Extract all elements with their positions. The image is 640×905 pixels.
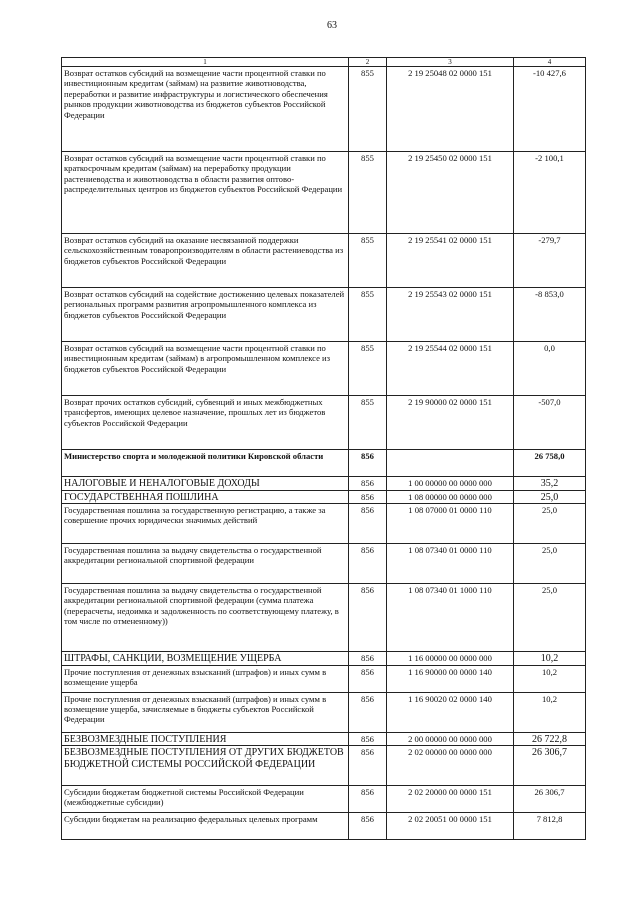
table-row [62,288,586,342]
table-row [62,477,586,491]
row-admin-code: 856 [349,813,387,840]
table-row [62,504,586,544]
row-name: ГОСУДАРСТВЕННАЯ ПОШЛИНА [62,490,349,504]
row-budget-code: 2 19 25541 02 0000 151 [387,234,514,288]
row-name: Возврат остатков субсидий на возмещение части процентной ставки по краткосрочным кредитам (займам) на переработку продукции растениеводства и животноводства в области развития оптово-распределительных центров из бюджетов субъектов Российской Федерации [62,152,349,234]
row-budget-code: 2 19 90000 02 0000 151 [387,396,514,450]
row-name: Возврат прочих остатков субсидий, субвенций и иных межбюджетных трансфертов, имеющих целевое назначение, прошлых лет из бюджетов субъектов Российской Федерации [62,396,349,450]
row-amount: -507,0 [514,396,586,450]
row-budget-code: 1 16 90000 00 0000 140 [387,665,514,692]
row-amount: 26 306,7 [514,746,586,786]
row-admin-code: 855 [349,396,387,450]
row-amount: 26 722,8 [514,732,586,746]
row-budget-code: 2 02 00000 00 0000 000 [387,746,514,786]
row-budget-code: 2 02 20000 00 0000 151 [387,786,514,813]
row-admin-code: 856 [349,584,387,652]
table-row [62,746,586,786]
row-budget-code: 1 08 07000 01 0000 110 [387,504,514,544]
row-name: БЕЗВОЗМЕЗДНЫЕ ПОСТУПЛЕНИЯ ОТ ДРУГИХ БЮДЖЕТОВ БЮДЖЕТНОЙ СИСТЕМЫ РОССИЙСКОЙ ФЕДЕРАЦИИ [62,746,349,786]
row-name: Возврат остатков субсидий на возмещение части процентной ставки по инвестиционным кредитам (займам) в агропромышленном комплексе из бюджетов субъектов Российской Федерации [62,342,349,396]
row-name: Государственная пошлина за государственную регистрацию, а также за совершение прочих юридически значимых действий [62,504,349,544]
row-amount: -8 853,0 [514,288,586,342]
row-admin-code: 855 [349,288,387,342]
row-name: ШТРАФЫ, САНКЦИИ, ВОЗМЕЩЕНИЕ УЩЕРБА [62,652,349,666]
row-budget-code: 2 19 25450 02 0000 151 [387,152,514,234]
row-budget-code: 1 16 00000 00 0000 000 [387,652,514,666]
row-amount: 10,2 [514,652,586,666]
table-row [62,67,586,152]
table-row [62,732,586,746]
row-name: Возврат остатков субсидий на возмещение части процентной ставки по инвестиционным кредитам (займам) на развитие животноводства, переработки и развитие инфраструктуры и логистического обеспечения рынков продукции животноводства из бюджетов субъектов Российской Федерации [62,67,349,152]
row-admin-code: 856 [349,450,387,477]
table-row [62,234,586,288]
table-row [62,544,586,584]
table-row [62,450,586,477]
row-budget-code: 2 00 00000 00 0000 000 [387,732,514,746]
table-row [62,152,586,234]
row-name: БЕЗВОЗМЕЗДНЫЕ ПОСТУПЛЕНИЯ [62,732,349,746]
row-admin-code: 856 [349,692,387,732]
column-header-name: 1 [62,58,349,67]
row-budget-code: 2 19 25544 02 0000 151 [387,342,514,396]
row-admin-code: 856 [349,786,387,813]
row-name: Возврат остатков субсидий на оказание несвязанной поддержки сельскохозяйственным товаропроизводителям в области растениеводства из бюджетов субъектов Российской Федерации [62,234,349,288]
row-budget-code: 2 19 25048 02 0000 151 [387,67,514,152]
row-admin-code: 855 [349,342,387,396]
row-admin-code: 856 [349,732,387,746]
row-amount: 25,0 [514,504,586,544]
row-name: Субсидии бюджетам бюджетной системы Российской Федерации (межбюджетные субсидии) [62,786,349,813]
row-name: Возврат остатков субсидий на содействие достижению целевых показателей региональных программ развития агропромышленного комплекса из бюджетов субъектов Российской Федерации [62,288,349,342]
row-budget-code: 2 02 20051 00 0000 151 [387,813,514,840]
row-name: Прочие поступления от денежных взысканий (штрафов) и иных сумм в возмещение ущерба, зачисляемые в бюджеты субъектов Российской Федерации [62,692,349,732]
row-budget-code: 1 16 90020 02 0000 140 [387,692,514,732]
row-admin-code: 856 [349,746,387,786]
table-row [62,490,586,504]
row-amount: 10,2 [514,665,586,692]
row-amount: 25,0 [514,490,586,504]
row-name: Государственная пошлина за выдачу свидетельства о государственной аккредитации региональной спортивной федерации [62,544,349,584]
row-budget-code: 2 19 25543 02 0000 151 [387,288,514,342]
row-name: НАЛОГОВЫЕ И НЕНАЛОГОВЫЕ ДОХОДЫ [62,477,349,491]
row-name: Прочие поступления от денежных взысканий (штрафов) и иных сумм в возмещение ущерба [62,665,349,692]
row-amount: 25,0 [514,584,586,652]
row-amount: 26 758,0 [514,450,586,477]
table-header-row [62,58,586,67]
table-row [62,665,586,692]
row-amount: 0,0 [514,342,586,396]
row-amount: 10,2 [514,692,586,732]
row-budget-code: 1 08 07340 01 0000 110 [387,544,514,584]
row-amount: 25,0 [514,544,586,584]
row-name: Государственная пошлина за выдачу свидетельства о государственной аккредитации региональной спортивной федерации (сумма платежа (перерасчеты, недоимка и задолженность по соответствующему платежу, в том числе по отмененному)) [62,584,349,652]
table-row [62,652,586,666]
table-row [62,396,586,450]
table-row [62,786,586,813]
row-admin-code: 855 [349,67,387,152]
column-header-code: 3 [387,58,514,67]
row-admin-code: 856 [349,544,387,584]
table-row [62,584,586,652]
row-amount: 35,2 [514,477,586,491]
row-admin-code: 856 [349,665,387,692]
row-name: Субсидии бюджетам на реализацию федеральных целевых программ [62,813,349,840]
row-budget-code: 1 08 07340 01 1000 110 [387,584,514,652]
row-admin-code: 856 [349,652,387,666]
page-number: 63 [327,20,337,31]
row-amount: -279,7 [514,234,586,288]
row-budget-code [387,450,514,477]
table-row [62,342,586,396]
table-row [62,692,586,732]
budget-revenue-table [61,57,586,840]
row-budget-code: 1 08 00000 00 0000 000 [387,490,514,504]
row-admin-code: 856 [349,477,387,491]
row-amount: -2 100,1 [514,152,586,234]
row-budget-code: 1 00 00000 00 0000 000 [387,477,514,491]
table-row [62,813,586,840]
row-name: Министерство спорта и молодежной политики Кировской области [62,450,349,477]
row-admin-code: 856 [349,490,387,504]
row-amount: -10 427,6 [514,67,586,152]
row-admin-code: 856 [349,504,387,544]
row-admin-code: 855 [349,234,387,288]
row-amount: 7 812,8 [514,813,586,840]
column-header-admin: 2 [349,58,387,67]
row-amount: 26 306,7 [514,786,586,813]
row-admin-code: 855 [349,152,387,234]
column-header-amount: 4 [514,58,586,67]
